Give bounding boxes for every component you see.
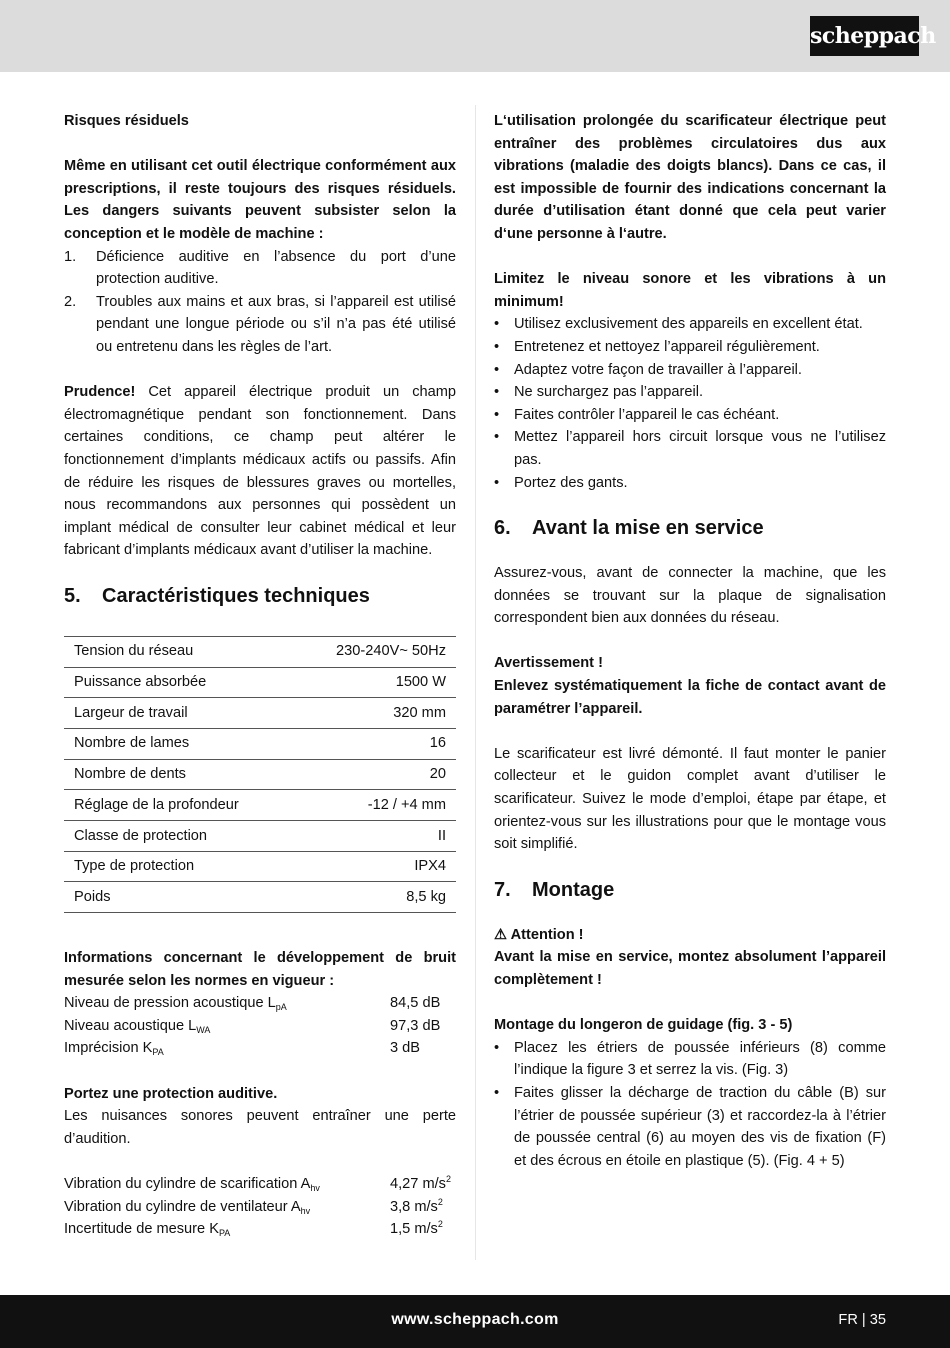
noise-row: Niveau de pression acoustique $L_{pA}$ 84,5 dB — [64, 995, 441, 1013]
list-item: 2. Troubles aux mains et aux bras, si l’appareil est utilisé pendant une longue période ou s’il n’a pas été utilisé ou entretenu dans les règles de l’art. — [64, 293, 456, 355]
residual-intro: Même en utilisant cet outil électrique conformément aux prescriptions, il reste toujours des risques résiduels. Les dangers suivants peuvent subsister selon la conception et le modèle de machine : — [64, 158, 456, 242]
list-item: • Placez les étriers de poussée inférieurs (8) comme l’indique la figure 3 et serrez la vis. (Fig. 3) — [494, 1039, 886, 1079]
noise-title: Informations concernant le développement de bruit mesurée selon les normes en vigueur : — [64, 950, 456, 989]
vibration-warning: L‘utilisation prolongée du scarificateur électrique peut entraîner des problèmes circulatoires dus aux vibrations (maladie des doigts blancs). Dans ce cas, il est impossible de fournir des indications concernant la durée d’utilisation étant donné que cela peut varier d‘une personne à l‘autre. — [494, 113, 886, 242]
specs-table — [64, 636, 456, 913]
noise-row: Niveau acoustique $L_{WA}$ 97,3 dB — [64, 1017, 441, 1035]
table-row: Nombre de dents 20 — [64, 759, 456, 790]
limit-list — [494, 313, 886, 494]
delivery-text: Le scarificateur est livré démonté. Il faut monter le panier collecteur et le guidon complet avant d’utiliser le scarificateur. Suivez le mode d’emploi, étape par étape, et orientez-vous sur les illustrations pour que le montage vous soit simplifié. — [494, 745, 886, 853]
section-5-heading: 5. Caractéristiques techniques — [64, 584, 370, 607]
website-link[interactable]: www.scheppach.com — [391, 1311, 559, 1328]
warning-text: Enlevez systématiquement la fiche de contact avant de paramétrer l’appareil. — [494, 678, 886, 717]
page-number: FR | 35 — [838, 1312, 886, 1328]
table-row: Tension du réseau 230-240V~ 50Hz — [64, 636, 456, 667]
right-column — [494, 110, 886, 1172]
list-item: • Portez des gants. — [494, 474, 628, 491]
column-divider — [475, 105, 476, 1260]
section-6-heading: 6. Avant la mise en service — [494, 517, 764, 540]
noise-row: Imprécision $K_{PA}$ 3 dB — [64, 1040, 421, 1058]
page-header — [0, 0, 950, 72]
attention-text: Avant la mise en service, montez absolument l’appareil complètement ! — [494, 949, 886, 988]
left-column — [64, 110, 456, 1241]
list-item: 1. Déficience auditive en l’absence du port d’une protection auditive. — [64, 248, 456, 288]
list-item: • Ne surchargez pas l’appareil. — [494, 384, 704, 401]
table-row: Classe de protection II — [64, 821, 456, 852]
ear-protection-title: Portez une protection auditive. — [64, 1085, 278, 1102]
list-item: • Adaptez votre façon de travailler à l’appareil. — [494, 361, 802, 378]
page-footer — [0, 1295, 950, 1348]
section-7-heading: 7. Montage — [494, 878, 615, 901]
table-row: Poids 8,5 kg — [64, 882, 456, 913]
table-row: Type de protection IPX4 — [64, 851, 456, 882]
list-item: • Utilisez exclusivement des appareils en excellent état. — [494, 316, 863, 333]
section-6-text: Assurez-vous, avant de connecter la machine, que les données se trouvant sur la plaque de signalisation correspondent bien aux données du réseau. — [494, 565, 886, 627]
list-item: • Faites glisser la décharge de traction du câble (B) sur l’étrier de poussée supérieur (3) et raccordez-la à l’étrier de poussée central (6) au moyen des vis de fixation (F) et des écrous en étoile en plastique (5). (Fig. 4 + 5) — [494, 1084, 886, 1169]
vibration-row: Vibration du cylindre de scarification $A_{hv}$ 4,27 $m/s^2$ — [64, 1174, 451, 1193]
residual-list — [64, 246, 456, 359]
list-item: • Mettez l’appareil hors circuit lorsque vous ne l’utilisez pas. — [494, 429, 886, 468]
warning-label: Avertissement ! — [494, 655, 603, 672]
list-item: • Faites contrôler l’appareil le cas échéant. — [494, 406, 780, 423]
prudence-paragraph: Prudence! Cet appareil électrique produit un champ électromagnétique pendant son fonctionnement. Dans certaines conditions, ce champ peut altérer le fonctionnement d’implants médicaux actifs ou passifs. Afin de réduire les risques de blessures graves ou mortelles, nous recommandons aux personnes qui possèdent un implant médical de consulter leur cabinet médical et leur fabricant d’implants médicaux avant d’utiliser la machine. — [64, 384, 456, 559]
table-row: Nombre de lames 16 — [64, 728, 456, 759]
montage-list — [494, 1037, 886, 1173]
list-item: • Entretenez et nettoyez l’appareil régulièrement. — [494, 338, 820, 355]
brand-logo: scheppach — [810, 16, 919, 56]
table-row: Puissance absorbée 1500 W — [64, 667, 456, 698]
ear-protection-text: Les nuisances sonores peuvent entraîner une perte d’audition. — [64, 1108, 456, 1147]
vibration-row: Vibration du cylindre de ventilateur $A_{hv}$ 3,8 $m/s^2$ — [64, 1196, 443, 1216]
attention-label: ⚠ Attention ! — [494, 926, 584, 943]
montage-title: Montage du longeron de guidage (fig. 3 - 5) — [494, 1017, 793, 1034]
limit-title: Limitez le niveau sonore et les vibrations à un minimum! — [494, 271, 886, 310]
table-row: Réglage de la profondeur -12 / +4 mm — [64, 790, 456, 821]
table-row: Largeur de travail 320 mm — [64, 698, 456, 729]
residual-title: Risques résiduels — [64, 113, 189, 129]
vibration-row: Incertitude de mesure $K_{PA}$ 1,5 $m/s^2$ — [64, 1219, 443, 1239]
